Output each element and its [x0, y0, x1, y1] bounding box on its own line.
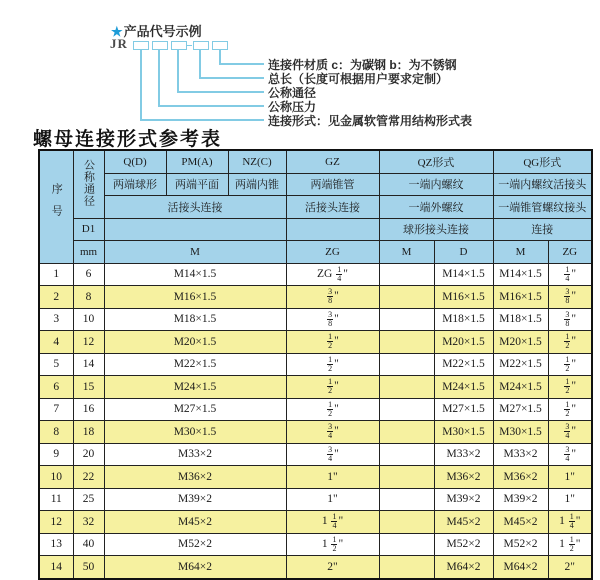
cell-seq: 11	[39, 488, 73, 511]
cell-qz-m	[379, 286, 434, 309]
cell-qg-m: M45×2	[493, 511, 548, 534]
cell-m: M39×2	[104, 488, 286, 511]
cell-seq: 5	[39, 353, 73, 376]
cell-zg: 1 $\frac{1}{4}$ "	[286, 511, 379, 534]
header-q-desc: 两端球形	[104, 173, 166, 196]
cell-qz-d: M30×1.5	[434, 421, 493, 444]
leader-line	[199, 50, 201, 77]
cell-zg: 1 $\frac{1}{2}$ "	[286, 533, 379, 556]
header-qg-desc2: 一端锥管螺纹接头	[493, 196, 592, 219]
cell-seq: 10	[39, 466, 73, 489]
label-connection-form: 连接形式：见金属软管常用结构形式表	[268, 114, 473, 128]
cell-qg-zg: 1 $\frac{1}{4}$ "	[548, 511, 592, 534]
cell-mm: 12	[73, 331, 104, 354]
header-qz-d: D	[434, 241, 493, 264]
table-row	[39, 331, 592, 354]
cell-mm: 18	[73, 421, 104, 444]
cell-qz-d: M24×1.5	[434, 376, 493, 399]
cell-qz-d: M18×1.5	[434, 308, 493, 331]
cell-m: M64×2	[104, 556, 286, 579]
header-col-gz: GZ	[286, 150, 379, 173]
cell-seq: 4	[39, 331, 73, 354]
cell-mm: 6	[73, 263, 104, 286]
cell-qz-m	[379, 331, 434, 354]
code-box-5	[212, 41, 228, 50]
cell-seq: 14	[39, 556, 73, 579]
code-box-2	[152, 41, 168, 50]
cell-m: M16×1.5	[104, 286, 286, 309]
cell-qg-m: M24×1.5	[493, 376, 548, 399]
cell-qz-d: M33×2	[434, 443, 493, 466]
header-col-nz: NZ(C)	[228, 150, 286, 173]
cell-qz-m	[379, 353, 434, 376]
header-qz-m: M	[379, 241, 434, 264]
cell-zg: $\frac{3}{4}$ "	[286, 443, 379, 466]
code-box-3	[171, 41, 187, 50]
leader-line	[158, 105, 264, 107]
header-col-qg: QG形式	[493, 150, 592, 173]
header-qz-desc1: 一端内螺纹	[379, 173, 493, 196]
cell-qz-m	[379, 556, 434, 579]
header-seq: 序号	[39, 150, 73, 263]
cell-m: M52×2	[104, 533, 286, 556]
cell-qz-d: M20×1.5	[434, 331, 493, 354]
header-blank-left	[104, 218, 286, 241]
cell-m: M45×2	[104, 511, 286, 534]
leader-line	[140, 119, 264, 121]
cell-zg: 2"	[286, 556, 379, 579]
table-row	[39, 511, 592, 534]
header-gz-conn: 活接头连接	[286, 196, 379, 219]
header-qz-desc2: 一端外螺纹	[379, 196, 493, 219]
leader-line	[177, 50, 179, 91]
header-zg1: ZG	[286, 241, 379, 264]
header-mm: mm	[73, 241, 104, 264]
leader-line	[158, 50, 160, 105]
cell-mm: 16	[73, 398, 104, 421]
cell-mm: 25	[73, 488, 104, 511]
cell-qz-d: M27×1.5	[434, 398, 493, 421]
header-m1: M	[104, 241, 286, 264]
cell-qz-d: M36×2	[434, 466, 493, 489]
cell-qg-zg: 2"	[548, 556, 592, 579]
cell-qg-zg: 1"	[548, 466, 592, 489]
cell-m: M20×1.5	[104, 331, 286, 354]
cell-qg-m: M18×1.5	[493, 308, 548, 331]
table-body	[39, 263, 592, 579]
cell-qz-d: M39×2	[434, 488, 493, 511]
cell-seq: 13	[39, 533, 73, 556]
cell-qz-m	[379, 263, 434, 286]
cell-qg-zg: 1"	[548, 488, 592, 511]
cell-qg-m: M22×1.5	[493, 353, 548, 376]
cell-qg-m: M64×2	[493, 556, 548, 579]
cell-qg-zg: $\frac{1}{2}$ "	[548, 331, 592, 354]
cell-m: M27×1.5	[104, 398, 286, 421]
table-row	[39, 421, 592, 444]
cell-qz-d: M64×2	[434, 556, 493, 579]
code-box-4	[193, 41, 209, 50]
cell-zg: 1"	[286, 488, 379, 511]
cell-qz-m	[379, 398, 434, 421]
header-col-q: Q(D)	[104, 150, 166, 173]
header-qg-desc1: 一端内螺纹活接头	[493, 173, 592, 196]
cell-zg: $\frac{1}{2}$ "	[286, 398, 379, 421]
star-icon: ★	[111, 24, 123, 39]
cell-m: M14×1.5	[104, 263, 286, 286]
table-title: 螺母连接形式参考表	[33, 129, 223, 150]
cell-seq: 2	[39, 286, 73, 309]
table-row	[39, 556, 592, 579]
cell-mm: 20	[73, 443, 104, 466]
cell-m: M36×2	[104, 466, 286, 489]
cell-qg-m: M36×2	[493, 466, 548, 489]
header-col-qz: QZ形式	[379, 150, 493, 173]
table-row	[39, 376, 592, 399]
code-prefix: JR	[110, 36, 128, 51]
table-row	[39, 286, 592, 309]
cell-qg-m: M14×1.5	[493, 263, 548, 286]
cell-mm: 10	[73, 308, 104, 331]
header-qg-m: M	[493, 241, 548, 264]
cell-qz-m	[379, 376, 434, 399]
table-row	[39, 466, 592, 489]
cell-seq: 8	[39, 421, 73, 444]
leader-line	[219, 50, 221, 63]
cell-qz-m	[379, 466, 434, 489]
cell-qg-m: M30×1.5	[493, 421, 548, 444]
header-gz-desc: 两端锥管	[286, 173, 379, 196]
code-box-1	[133, 41, 149, 50]
header-union-conn: 活接头连接	[104, 196, 286, 219]
table-row	[39, 443, 592, 466]
cell-mm: 50	[73, 556, 104, 579]
cell-qz-m	[379, 421, 434, 444]
leader-line	[199, 77, 264, 79]
cell-qg-m: M20×1.5	[493, 331, 548, 354]
cell-qg-zg: 1 $\frac{1}{2}$ "	[548, 533, 592, 556]
cell-qg-zg: $\frac{1}{2}$ "	[548, 398, 592, 421]
header-col-pm: PM(A)	[166, 150, 228, 173]
cell-seq: 1	[39, 263, 73, 286]
cell-mm: 40	[73, 533, 104, 556]
table-row	[39, 263, 592, 286]
cell-m: M22×1.5	[104, 353, 286, 376]
nut-connection-table	[38, 149, 593, 580]
cell-zg: $\frac{3}{8}$ "	[286, 286, 379, 309]
cell-qg-zg: $\frac{1}{2}$ "	[548, 376, 592, 399]
header-qg-conn: 连接	[493, 218, 592, 241]
cell-qg-zg: $\frac{3}{8}$ "	[548, 286, 592, 309]
leader-line	[140, 50, 142, 119]
product-code-heading-text: 产品代号示例	[123, 24, 202, 39]
cell-mm: 15	[73, 376, 104, 399]
cell-qg-zg: $\frac{3}{4}$ "	[548, 421, 592, 444]
cell-qg-zg: $\frac{3}{8}$ "	[548, 308, 592, 331]
table-row	[39, 398, 592, 421]
cell-seq: 6	[39, 376, 73, 399]
header-nominal-diameter: 公称通径	[73, 150, 104, 218]
table-row	[39, 533, 592, 556]
cell-mm: 22	[73, 466, 104, 489]
cell-mm: 14	[73, 353, 104, 376]
cell-qg-m: M27×1.5	[493, 398, 548, 421]
header-blank-gz	[286, 218, 379, 241]
cell-zg: $\frac{1}{2}$ "	[286, 353, 379, 376]
cell-mm: 8	[73, 286, 104, 309]
label-nominal-diameter: 公称通径	[268, 86, 317, 100]
cell-qz-d: M14×1.5	[434, 263, 493, 286]
cell-m: M18×1.5	[104, 308, 286, 331]
header-pm-desc: 两端平面	[166, 173, 228, 196]
leader-line	[177, 91, 264, 93]
cell-qz-d: M22×1.5	[434, 353, 493, 376]
cell-m: M24×1.5	[104, 376, 286, 399]
header-d1: D1	[73, 218, 104, 241]
table-row	[39, 308, 592, 331]
cell-seq: 9	[39, 443, 73, 466]
cell-qz-m	[379, 533, 434, 556]
cell-qz-d: M45×2	[434, 511, 493, 534]
cell-mm: 32	[73, 511, 104, 534]
cell-qz-d: M52×2	[434, 533, 493, 556]
leader-line	[219, 63, 264, 65]
cell-zg: $\frac{3}{8}$ "	[286, 308, 379, 331]
label-total-length: 总长（长度可根据用户要求定制）	[268, 72, 449, 86]
cell-qz-m	[379, 308, 434, 331]
cell-zg: $\frac{3}{4}$ "	[286, 421, 379, 444]
cell-qz-d: M16×1.5	[434, 286, 493, 309]
table-header	[39, 150, 592, 263]
cell-qz-m	[379, 443, 434, 466]
cell-zg: $\frac{1}{2}$ "	[286, 331, 379, 354]
table-row	[39, 488, 592, 511]
cell-zg: ZG $\frac{1}{4}$ "	[286, 263, 379, 286]
cell-qz-m	[379, 488, 434, 511]
cell-seq: 12	[39, 511, 73, 534]
cell-seq: 7	[39, 398, 73, 421]
cell-qg-zg: $\frac{1}{4}$ "	[548, 263, 592, 286]
cell-seq: 3	[39, 308, 73, 331]
code-dash	[187, 45, 192, 47]
cell-qg-m: M16×1.5	[493, 286, 548, 309]
label-material: 连接件材质 c：为碳钢 b：为不锈钢	[268, 58, 457, 72]
header-qg-zg: ZG	[548, 241, 592, 264]
cell-qg-m: M52×2	[493, 533, 548, 556]
cell-zg: $\frac{1}{2}$ "	[286, 376, 379, 399]
cell-qg-m: M39×2	[493, 488, 548, 511]
header-nz-desc: 两端内锥	[228, 173, 286, 196]
cell-qg-zg: $\frac{1}{2}$ "	[548, 353, 592, 376]
cell-zg: 1"	[286, 466, 379, 489]
cell-m: M33×2	[104, 443, 286, 466]
cell-m: M30×1.5	[104, 421, 286, 444]
table-row	[39, 353, 592, 376]
cell-qg-zg: $\frac{3}{4}$ "	[548, 443, 592, 466]
cell-qz-m	[379, 511, 434, 534]
header-qz-conn: 球形接头连接	[379, 218, 493, 241]
label-nominal-pressure: 公称压力	[268, 100, 317, 114]
cell-qg-m: M33×2	[493, 443, 548, 466]
